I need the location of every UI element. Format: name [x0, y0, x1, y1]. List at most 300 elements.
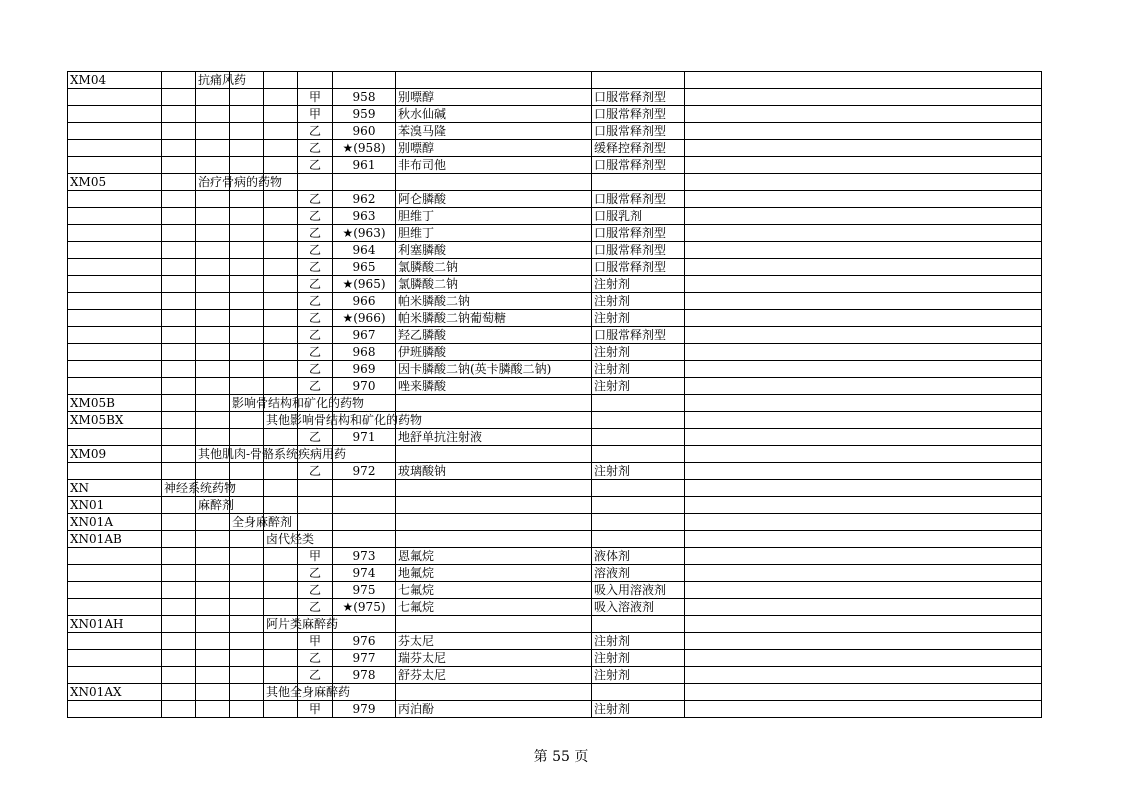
drug-name: 地氟烷	[396, 565, 592, 582]
table-cell	[264, 327, 298, 344]
table-cell	[68, 208, 162, 225]
category-row	[68, 684, 1042, 701]
drug-name: 苯溴马隆	[396, 123, 592, 140]
dosage-form: 注射剂	[592, 361, 685, 378]
category-row	[68, 446, 1042, 463]
table-cell	[396, 531, 592, 548]
table-cell	[264, 480, 298, 497]
serial-number: 977	[333, 650, 396, 667]
table-cell	[264, 293, 298, 310]
table-cell	[162, 599, 196, 616]
table-cell	[396, 395, 592, 412]
dosage-form: 口服常释剂型	[592, 123, 685, 140]
table-cell	[68, 293, 162, 310]
table-cell	[685, 463, 1042, 480]
table-cell	[685, 531, 1042, 548]
table-cell	[196, 514, 230, 531]
grade-cell: 甲	[298, 89, 333, 106]
serial-number: ★(958)	[333, 140, 396, 157]
drug-row	[68, 463, 1042, 480]
category-row	[68, 480, 1042, 497]
table-cell	[162, 684, 196, 701]
table-cell	[298, 72, 333, 89]
table-cell	[685, 344, 1042, 361]
dosage-form: 口服常释剂型	[592, 225, 685, 242]
table-cell	[162, 565, 196, 582]
drug-name: 七氟烷	[396, 582, 592, 599]
table-cell	[68, 633, 162, 650]
category-name: 卤代烃类	[264, 531, 298, 548]
drug-name: 秋水仙碱	[396, 106, 592, 123]
dosage-form: 注射剂	[592, 701, 685, 718]
category-code: XM05	[68, 174, 162, 191]
dosage-form: 吸入用溶液剂	[592, 582, 685, 599]
table-cell	[68, 344, 162, 361]
table-cell	[162, 429, 196, 446]
drug-name: 羟乙膦酸	[396, 327, 592, 344]
table-cell	[162, 276, 196, 293]
table-cell	[196, 106, 230, 123]
table-cell	[333, 531, 396, 548]
table-cell	[68, 123, 162, 140]
table-cell	[162, 446, 196, 463]
dosage-form: 口服常释剂型	[592, 259, 685, 276]
table-cell	[68, 310, 162, 327]
grade-cell: 乙	[298, 378, 333, 395]
table-cell	[685, 667, 1042, 684]
serial-number: ★(975)	[333, 599, 396, 616]
table-cell	[230, 429, 264, 446]
table-cell	[333, 616, 396, 633]
table-cell	[230, 310, 264, 327]
serial-number: 959	[333, 106, 396, 123]
drug-row	[68, 361, 1042, 378]
table-cell	[264, 548, 298, 565]
table-cell	[264, 123, 298, 140]
drug-row	[68, 650, 1042, 667]
category-code: XM04	[68, 72, 162, 89]
table-cell	[592, 412, 685, 429]
table-cell	[162, 531, 196, 548]
dosage-form: 口服常释剂型	[592, 327, 685, 344]
drug-row	[68, 293, 1042, 310]
table-cell	[230, 259, 264, 276]
grade-cell: 乙	[298, 276, 333, 293]
table-cell	[592, 72, 685, 89]
table-cell	[685, 123, 1042, 140]
drug-name: 非布司他	[396, 157, 592, 174]
drug-row	[68, 599, 1042, 616]
serial-number: 967	[333, 327, 396, 344]
table-cell	[162, 293, 196, 310]
table-cell	[685, 310, 1042, 327]
table-cell	[396, 497, 592, 514]
table-cell	[592, 514, 685, 531]
table-cell	[264, 106, 298, 123]
table-cell	[685, 446, 1042, 463]
table-cell	[196, 412, 230, 429]
table-cell	[230, 463, 264, 480]
table-cell	[592, 446, 685, 463]
table-cell	[162, 514, 196, 531]
table-cell	[685, 582, 1042, 599]
table-cell	[68, 327, 162, 344]
table-cell	[196, 242, 230, 259]
table-cell	[264, 429, 298, 446]
drug-row	[68, 123, 1042, 140]
table-cell	[264, 89, 298, 106]
drug-name: 利塞膦酸	[396, 242, 592, 259]
table-cell	[264, 208, 298, 225]
drug-row	[68, 310, 1042, 327]
table-cell	[685, 565, 1042, 582]
serial-number: 973	[333, 548, 396, 565]
table-cell	[162, 123, 196, 140]
table-cell	[196, 667, 230, 684]
table-cell	[685, 327, 1042, 344]
grade-cell: 乙	[298, 429, 333, 446]
grade-cell: 乙	[298, 208, 333, 225]
serial-number: 978	[333, 667, 396, 684]
table-cell	[230, 157, 264, 174]
dosage-form: 口服常释剂型	[592, 191, 685, 208]
dosage-form: 注射剂	[592, 463, 685, 480]
grade-cell: 乙	[298, 225, 333, 242]
table-cell	[230, 361, 264, 378]
serial-number: 963	[333, 208, 396, 225]
dosage-form: 注射剂	[592, 650, 685, 667]
serial-number: 966	[333, 293, 396, 310]
table-cell	[230, 633, 264, 650]
serial-number: 979	[333, 701, 396, 718]
table-cell	[685, 548, 1042, 565]
category-name: 抗痛风药	[196, 72, 230, 89]
category-name: 其他影响骨结构和矿化的药物	[264, 412, 298, 429]
grade-cell: 乙	[298, 565, 333, 582]
dosage-form: 口服常释剂型	[592, 106, 685, 123]
table-cell	[396, 684, 592, 701]
drug-row	[68, 140, 1042, 157]
category-code: XN01A	[68, 514, 162, 531]
grade-cell: 乙	[298, 157, 333, 174]
table-cell	[230, 276, 264, 293]
drug-name: 唑来膦酸	[396, 378, 592, 395]
table-cell	[685, 361, 1042, 378]
table-cell	[162, 463, 196, 480]
table-cell	[68, 565, 162, 582]
grade-cell: 乙	[298, 327, 333, 344]
category-name: 其他全身麻醉药	[264, 684, 298, 701]
serial-number: 975	[333, 582, 396, 599]
table-cell	[396, 174, 592, 191]
dosage-form: 溶液剂	[592, 565, 685, 582]
table-cell	[196, 276, 230, 293]
table-cell	[162, 361, 196, 378]
table-cell	[396, 514, 592, 531]
table-cell	[685, 684, 1042, 701]
table-cell	[162, 157, 196, 174]
serial-number: 969	[333, 361, 396, 378]
table-cell	[264, 72, 298, 89]
category-name: 神经系统药物	[162, 480, 196, 497]
table-cell	[230, 191, 264, 208]
drug-row	[68, 208, 1042, 225]
table-cell	[162, 259, 196, 276]
category-row	[68, 174, 1042, 191]
table-cell	[396, 616, 592, 633]
grade-cell: 乙	[298, 140, 333, 157]
table-cell	[396, 480, 592, 497]
table-cell	[196, 293, 230, 310]
dosage-form: 注射剂	[592, 276, 685, 293]
table-cell	[196, 310, 230, 327]
table-cell	[230, 344, 264, 361]
table-cell	[685, 191, 1042, 208]
table-cell	[264, 582, 298, 599]
drug-name: 玻璃酸钠	[396, 463, 592, 480]
table-cell	[196, 701, 230, 718]
table-cell	[230, 667, 264, 684]
table-cell	[333, 480, 396, 497]
table-cell	[196, 225, 230, 242]
category-row	[68, 497, 1042, 514]
table-cell	[68, 463, 162, 480]
drug-row	[68, 582, 1042, 599]
table-cell	[68, 599, 162, 616]
table-cell	[685, 650, 1042, 667]
grade-cell: 乙	[298, 310, 333, 327]
table-cell	[396, 72, 592, 89]
table-cell	[685, 140, 1042, 157]
table-cell	[196, 259, 230, 276]
drug-row	[68, 242, 1042, 259]
drug-name: 帕米膦酸二钠葡萄糖	[396, 310, 592, 327]
table-cell	[196, 565, 230, 582]
table-cell	[196, 140, 230, 157]
table-cell	[264, 225, 298, 242]
dosage-form: 液体剂	[592, 548, 685, 565]
table-cell	[264, 242, 298, 259]
table-cell	[162, 72, 196, 89]
dosage-form: 注射剂	[592, 344, 685, 361]
table-cell	[264, 667, 298, 684]
dosage-form: 注射剂	[592, 293, 685, 310]
category-name: 全身麻醉剂	[230, 514, 264, 531]
table-cell	[264, 344, 298, 361]
table-cell	[685, 174, 1042, 191]
table-cell	[685, 701, 1042, 718]
table-cell	[264, 701, 298, 718]
category-name: 其他肌肉-骨骼系统疾病用药	[196, 446, 230, 463]
table-cell	[162, 650, 196, 667]
drug-catalog-table	[67, 71, 1042, 718]
table-cell	[298, 480, 333, 497]
serial-number: ★(966)	[333, 310, 396, 327]
drug-row	[68, 106, 1042, 123]
drug-name: 因卡膦酸二钠(英卡膦酸二钠)	[396, 361, 592, 378]
grade-cell: 甲	[298, 633, 333, 650]
drug-row	[68, 701, 1042, 718]
table-cell	[230, 531, 264, 548]
drug-row	[68, 157, 1042, 174]
table-cell	[196, 361, 230, 378]
category-name: 治疗骨病的药物	[196, 174, 230, 191]
drug-name: 别嘌醇	[396, 140, 592, 157]
category-row	[68, 514, 1042, 531]
table-cell	[68, 548, 162, 565]
table-cell	[196, 327, 230, 344]
table-cell	[298, 514, 333, 531]
dosage-form: 口服常释剂型	[592, 242, 685, 259]
category-code: XN01AH	[68, 616, 162, 633]
table-cell	[196, 208, 230, 225]
table-cell	[230, 599, 264, 616]
table-cell	[196, 684, 230, 701]
category-row	[68, 616, 1042, 633]
table-cell	[230, 378, 264, 395]
grade-cell: 乙	[298, 191, 333, 208]
table-cell	[230, 106, 264, 123]
grade-cell: 乙	[298, 599, 333, 616]
table-cell	[685, 480, 1042, 497]
table-cell	[162, 378, 196, 395]
category-row	[68, 72, 1042, 89]
table-cell	[685, 497, 1042, 514]
category-code: XN01AX	[68, 684, 162, 701]
serial-number: 961	[333, 157, 396, 174]
table-cell	[162, 395, 196, 412]
table-cell	[68, 701, 162, 718]
table-cell	[264, 599, 298, 616]
drug-name: 阿仑膦酸	[396, 191, 592, 208]
category-code: XN	[68, 480, 162, 497]
table-cell	[162, 310, 196, 327]
table-cell	[162, 106, 196, 123]
table-cell	[333, 174, 396, 191]
table-cell	[592, 684, 685, 701]
table-cell	[230, 582, 264, 599]
table-cell	[264, 378, 298, 395]
table-cell	[162, 344, 196, 361]
table-cell	[264, 276, 298, 293]
drug-name: 氯膦酸二钠	[396, 276, 592, 293]
table-cell	[68, 140, 162, 157]
table-cell	[592, 616, 685, 633]
dosage-form: 注射剂	[592, 378, 685, 395]
table-cell	[196, 344, 230, 361]
table-cell	[230, 242, 264, 259]
table-cell	[685, 157, 1042, 174]
drug-name: 氯膦酸二钠	[396, 259, 592, 276]
drug-row	[68, 667, 1042, 684]
table-cell	[592, 531, 685, 548]
table-cell	[264, 361, 298, 378]
table-cell	[333, 72, 396, 89]
table-cell	[68, 378, 162, 395]
grade-cell: 乙	[298, 650, 333, 667]
table-cell	[162, 412, 196, 429]
table-cell	[230, 208, 264, 225]
table-cell	[196, 582, 230, 599]
table-cell	[162, 497, 196, 514]
table-cell	[230, 684, 264, 701]
table-cell	[685, 242, 1042, 259]
grade-cell: 乙	[298, 293, 333, 310]
category-name: 阿片类麻醉药	[264, 616, 298, 633]
table-cell	[196, 616, 230, 633]
grade-cell: 乙	[298, 242, 333, 259]
table-cell	[162, 327, 196, 344]
drug-name: 胆维丁	[396, 225, 592, 242]
table-cell	[685, 276, 1042, 293]
table-cell	[68, 582, 162, 599]
category-name: 麻醉剂	[196, 497, 230, 514]
page-number: 第 55 页	[533, 749, 589, 765]
table-cell	[230, 497, 264, 514]
serial-number: 960	[333, 123, 396, 140]
table-cell	[230, 412, 264, 429]
drug-row	[68, 429, 1042, 446]
drug-name: 恩氟烷	[396, 548, 592, 565]
table-cell	[196, 157, 230, 174]
table-cell	[230, 616, 264, 633]
table-cell	[196, 378, 230, 395]
table-cell	[196, 463, 230, 480]
drug-row	[68, 191, 1042, 208]
table-cell	[196, 650, 230, 667]
drug-row	[68, 276, 1042, 293]
table-cell	[68, 89, 162, 106]
serial-number: ★(963)	[333, 225, 396, 242]
table-cell	[264, 157, 298, 174]
table-cell	[230, 140, 264, 157]
table-cell	[230, 548, 264, 565]
table-cell	[264, 497, 298, 514]
table-cell	[196, 531, 230, 548]
serial-number: 965	[333, 259, 396, 276]
dosage-form: 口服常释剂型	[592, 89, 685, 106]
drug-name: 丙泊酚	[396, 701, 592, 718]
table-cell	[685, 616, 1042, 633]
category-row	[68, 412, 1042, 429]
table-cell	[196, 89, 230, 106]
table-cell	[162, 667, 196, 684]
drug-row	[68, 327, 1042, 344]
category-code: XM09	[68, 446, 162, 463]
table-cell	[685, 89, 1042, 106]
drug-name: 别嘌醇	[396, 89, 592, 106]
category-code: XM05B	[68, 395, 162, 412]
table-cell	[264, 633, 298, 650]
table-cell	[68, 429, 162, 446]
dosage-form: 口服常释剂型	[592, 157, 685, 174]
table-cell	[196, 429, 230, 446]
table-cell	[592, 395, 685, 412]
category-code: XN01	[68, 497, 162, 514]
drug-row	[68, 565, 1042, 582]
dosage-form: 口服乳剂	[592, 208, 685, 225]
table-cell	[298, 174, 333, 191]
serial-number: 971	[333, 429, 396, 446]
table-cell	[685, 106, 1042, 123]
drug-name: 七氟烷	[396, 599, 592, 616]
table-cell	[162, 616, 196, 633]
table-cell	[685, 599, 1042, 616]
table-cell	[162, 633, 196, 650]
grade-cell: 乙	[298, 463, 333, 480]
serial-number: 970	[333, 378, 396, 395]
dosage-form: 缓释控释剂型	[592, 140, 685, 157]
